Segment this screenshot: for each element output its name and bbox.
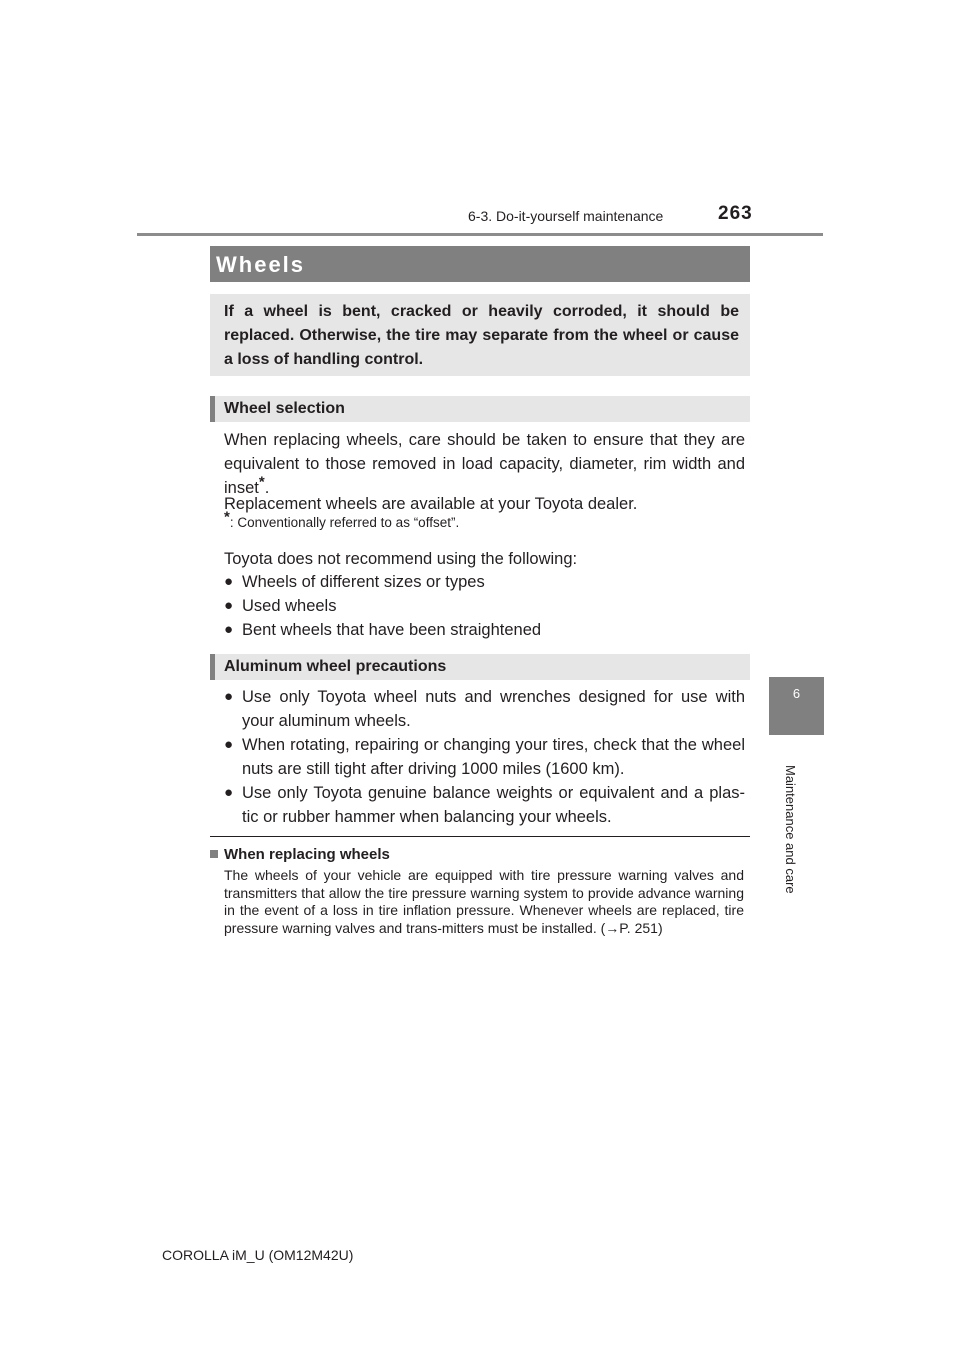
bullet-icon: ● [224,621,234,638]
para1-end: . [264,479,270,497]
aluminum-heading-text: Aluminum wheel precautions [224,658,447,675]
footer-model-code: COROLLA iM_U (OM12M42U) [162,1247,354,1263]
bullet-icon: ● [224,736,234,753]
intro-text: If a wheel is bent, cracked or heavily corroded, it should be replaced. Otherwise, the tire may separate from the wheel or cause a loss of handling control. [224,303,739,368]
wheel-selection-heading-text: Wheel selection [224,400,345,417]
list-item [224,781,745,829]
bullet-icon: ● [224,573,234,590]
list-item-text: Bent wheels that have been straightened [242,621,542,639]
chapter-number: 6 [792,686,801,701]
square-bullet-icon [210,850,218,858]
not-recommended-lead: Toyota does not recommend using the following: [224,550,578,568]
aluminum-list [224,685,745,829]
list-item [224,594,745,618]
header-rule [137,233,823,236]
list-item [224,570,745,594]
list-item-text: When rotating, repairing or changing your tires, check that the wheel nuts are still tight after driving 1000 miles (1600 km). [242,736,745,778]
section-divider [210,836,750,837]
footnote-asterisk: * [224,508,230,526]
list-item [224,618,745,642]
bullet-icon: ● [224,597,234,614]
list-item-text: Wheels of different sizes or types [242,573,485,591]
asterisk-mark: * [258,473,265,491]
list-item-text: Used wheels [242,597,337,615]
note-heading-text: When replacing wheels [224,846,390,863]
para1-text: When replacing wheels, care should be taken to ensure that they are equivalent to those removed in load capacity, diameter, rim width and inset [224,431,745,497]
note-body: The wheels of your vehicle are equipped with tire pressure warning valves and transmitters that allow the tire pressure warning system to provide advance warning in the event of a loss in tire inflation pressure. Whenever wheels are replaced, tire pressure warning valves and trans-mitters must be installed. (→P. 251) [224,867,744,936]
footnote [224,508,745,530]
not-recommended-list [224,570,745,642]
list-item [224,733,745,781]
note-heading [210,846,390,863]
aluminum-heading [210,654,750,680]
footnote-text: : Conventionally referred to as “offset”. [229,515,460,530]
chapter-label: Maintenance and care [783,765,798,894]
heading-accent-bar [210,654,215,680]
header-section-title: 6-3. Do-it-yourself maintenance [468,208,664,224]
wheel-selection-para1 [224,428,745,500]
list-item-text: Use only Toyota genuine balance weights or equivalent and a plas-tic or rubber hammer when balancing your wheels. [242,784,745,826]
heading-accent-bar [210,396,215,422]
bullet-icon: ● [224,688,234,705]
wheel-selection-heading [210,396,750,422]
list-item-text: Use only Toyota wheel nuts and wrenches designed for use with your aluminum wheels. [242,688,745,730]
wheel-selection-para2: Replacement wheels are available at your Toyota dealer. [224,495,638,513]
list-item [224,685,745,733]
page-number: 263 [718,203,753,224]
bullet-icon: ● [224,784,234,801]
page-title: Wheels [216,252,306,277]
